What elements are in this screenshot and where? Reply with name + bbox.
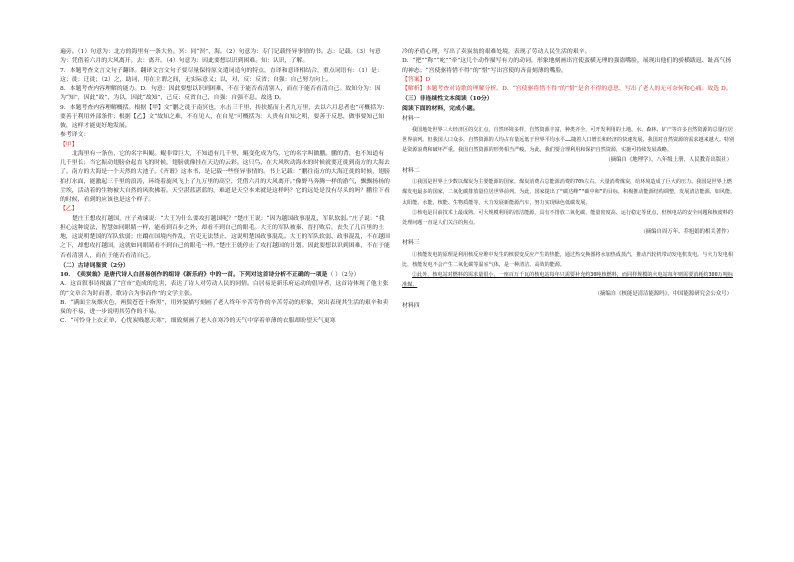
material-four-label: 材料四 (402, 302, 420, 309)
right-column (402, 48, 736, 312)
option-b: B．“满面尘灰烟火色，两鬓苍苍十指黑”，用外貌描写刻画了老人终年辛苦劳作的辛苦劳动的形象，突出表现其生活的艰辛和卖炭的不易，进一步说明其劳作的不易。 (60, 299, 389, 315)
material-one-label: 材料一 (402, 115, 420, 122)
material-one-source: （摘编自《地理学》，八年级上册，人民教育出版社） (605, 156, 732, 163)
option-c-continued: 冷的矛盾心理，写出了卖炭翁的艰难处境，表现了劳动人民生活的艰辛。 (402, 49, 591, 55)
answer-line: 【答案】D (402, 76, 431, 83)
material-one-text: 我国地处世界三大经济区的交汇点，自然环境多样，自然资源丰富，种类齐全，可开发利用的土地、水、森林、矿产等许多自然资源的总量位居世界前列。但我国人口众多，自然资源的人均占有量远低于世界平均水平……随着人口增长和经济的快速发展，我国对自然资源的需求越来越大。特别是资源浪费和破坏严重，我国自然资源的形势相当严峻。为此，我们要合理利用和保护自然资源，实施可持续发展战略。 (402, 127, 735, 154)
passage-yi-translation: 楚庄王想攻打越国，庄子劝谏说：“大王为什么要攻打越国呢？”楚庄王说：“因为越国政事混乱，军队软弱。”庄子说：“我担心这种说法，智慧如同眼睛一样，能看到百步之外，却看不到自己的眼毛。大王的军队被秦、晋打败后，丧失了几百里的土地，这说明楚国的军队软弱；庄蹻在国境内作乱，官吏无法禁止，这说明楚国政事混乱。大王的军队软弱、政事混乱，不在越国之下，却想攻打越国，这就如同眼睛看不到自己的眼毛一样。”楚庄王就停止了攻打越国的计划。因此要想以识到困难，不在于能否看清别人，而在于能否看清自己。 (60, 215, 390, 259)
material-two-text-1: ①我国是世界上少数以煤炭为主要能源的国家。煤炭消费占总能源消费的70%左右。大量消费煤炭，给环境造成了巨大的压力。我国是世界上燃煤发电最多的国家，二氧化碳排放量位居世界前列。为此，国家提出了“碳达峰”“碳中和”的目标，积极推动能源结构调整，发展清洁能源，如风能、太阳能、水能、核能、生物质能等，大力发展新能源汽车，努力实现绿色低碳发展。 (402, 179, 736, 206)
passage-yi-label: 【乙】 (60, 206, 78, 213)
option-a: A．这首叙事诗揭露了“宫市”造成的危害，表达了诗人对劳动人民的同情。白居易是新乐府运动的倡导者，这首诗体现了他主张的“文章合为时而著，歌诗合为事而作”的文学主张。 (60, 281, 389, 297)
answer-explanation-6: 遍旁。（1）句意为：北方的海里有一条大鱼。冥：同“溟”，海。（2）句意为：专门记载怪异事情的书。志：记载。（3）句意为：凭借着六月的大风离开。去：离开。（4）句意为：因此要想以识到困难。知：认识，了解。 (60, 49, 381, 65)
material-three-source: （摘编自《核能是清洁能源吗》，中国能源研究会公众号） (594, 291, 732, 298)
answer-explanation-8: 8．本题考查内容理解的能力。D．句意：因此要想以识到困难，不在于能否看清别人，而在于能否看清自己。故知分为：因为“知”，因此“故”，为以，因此“故知”，己反：反省自己，自强：自强不息。故选 D。 (60, 86, 381, 102)
passage-jia-label: 【甲】 (60, 141, 78, 148)
material-three-text-1: ①核能发电的原理是利用核反应堆中发生的核裂变反应产生的热能，通过热交换器将水加热成蒸汽，推动汽轮机带动发电机发电。与火力发电相比，核能发电不会产生二氧化碳等温室气体，是一种清洁、高效的能源。 (402, 251, 733, 268)
material-two-source: （摘编自周万年、乔旭娟的相关著作） (640, 229, 732, 236)
material-two-label: 材料二 (402, 167, 420, 174)
reading-instruction: 阅读下面的材料，完成小题。 (402, 104, 479, 112)
section-two-heading: （二）古诗词鉴赏（2分） (60, 261, 129, 269)
question-10: 10．《卖炭翁》是唐代诗人白居易创作的组诗《新乐府》中的一首。下列对这首诗分析不正确的一项是（ ）（2分） (60, 271, 360, 278)
reference-translation-label: 参考译文： (60, 132, 90, 139)
section-three-heading: （三）非连续性文本阅读（10分） (402, 95, 493, 103)
analysis-line: 【解析】本题考查对诗歌的理解分析。D．“宫使驱将惜不得”的“惜”是舍不得的意思，写出了老人的无可奈何和心痛。故选 D。 (402, 86, 732, 92)
left-column (60, 48, 390, 327)
material-two-text-2: ②核电是目前技术上最成熟、可大规模利用的清洁能源，具有不排放二氧化碳、能量密度高、运行稳定等优点，但核电站的安全问题和核废料的处理问题一直是人们关注的焦点。 (402, 209, 733, 226)
material-three-label: 材料三 (402, 240, 420, 247)
material-three-text-2: ②此外，核电站对燃料的需求量很小，一座百万千瓦的核电站每年只需要补充约30吨核燃料，而同样规模的火电站每年则需要消耗约300万吨标准煤。 (402, 272, 733, 289)
answer-explanation-9: 9．本题考查内容理解概括。根据【甲】文“鹏之徙于南冥也，水击三千里，抟扶摇而上者九万里，去以六月息者也”可概括为：要善于利用外部条件；根据【乙】文“故知之难，不在见人，在自见”可概括为：人贵有自知之明，要善于反思，做事要知己知彼，这样才能更好地发展。 (60, 104, 388, 129)
answer-explanation-7: 7．本题考查文言文句子翻译。翻译文言文句子要尽量保持原文遣词造句的特点，直译和意译相结合，重点词语有：（1）是：这；徙：迁徙；（2）之，助词，用在主谓之间，无实际意义；以，对，反：反省；自强：自己努力向上。 (60, 67, 383, 83)
option-c: C．“可怜身上衣正单，心忧炭贱愿天寒”，细致刻画了老人在寒冷的天气中穿着单薄的衣服却盼望天气更寒 (60, 318, 336, 325)
passage-jia-translation: 北海里有一条鱼，它的名字叫鲲。鲲非常巨大，不知道有几千里，鲲变化成为鸟，它的名字叫做鹏。鹏的背，也不知道有几千里长；当它振动翅膀奋起直飞的时候，翅膀就像挂在天边的云彩。这只鸟，在大风吹动海水的时候就要迁徙到南方的大海去了。南方的大海是一个天然的大池子。《齐谐》这本书，是记载一些怪异事情的。书上记载：“鹏往南方的大海迁徙的时候，翅膀拍打水面，能激起三千里的浪涛，环绕着旋风飞上了九万里的高空，凭借六月的大风离开。”像野马奔腾一样的游气，飘飘扬扬的尘埃，活动着的生物被大自然的风吹拂着。天空湛蓝湛蓝的，难道是天空本来就是这样吗？它的远处是没有尽头的吗？鹏往下看的时候，看到的应该也是这个样子。 (60, 150, 390, 203)
option-d: D．“把”“称”“叱”“牵”这几个动作描写有力的动词，形象地刻画出宫使蛮横无理的强盗嘴脸，展现出他们的骄横跋扈、趾高气扬的神态；“宫使驱将惜不得”的“惜”写出宫使的吝啬刻薄的嘴脸。 (402, 58, 732, 74)
